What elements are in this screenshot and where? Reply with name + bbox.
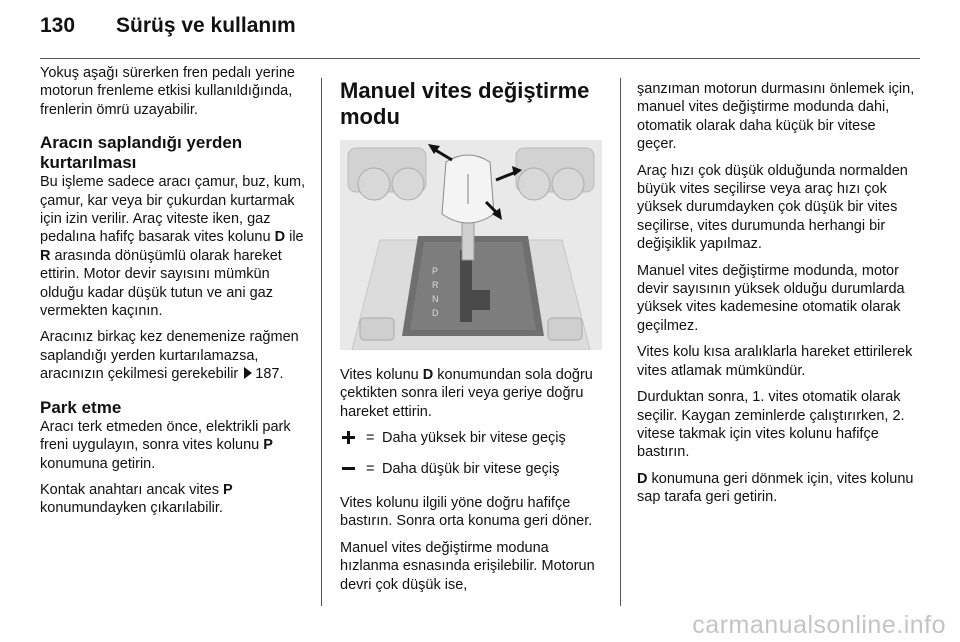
paragraph-towing: Aracınız birkaç kez denemenize rağmen saplandığı yerden kurtarılamazsa, aracınızın çekilmesi gerekebilir 187. [40,329,299,383]
watermark: carmanualsonline.info [692,611,946,639]
column-2 [340,64,608,602]
paragraph-low-speed: Araç hızı çok düşük olduğunda normalden büyük vites seçilirse veya araç hızı çok yüksek durumdayken çok düşük bir vites seçilirse, vites durumunda herhangi bir değişiklik yapılmaz. [637,162,908,253]
page-title: Sürüş ve kullanım [116,14,296,37]
minus-icon [340,460,366,478]
paragraph-prevent-stall: şanzıman motorun durmasını önlemek için, manuel vites değiştirme modunda dahi, otomatik olarak daha küçük bir vitese geçer. [637,81,915,153]
column-3 [637,64,917,515]
column-divider-1 [321,78,322,606]
svg-text:N: N [432,294,439,304]
page-number: 130 [40,14,76,37]
header-rule [40,58,920,59]
paragraph-lever-left: Vites kolunu D konumundan sola doğru çektikten sonra ileri veya geriye doğru hareket ettirin. [340,367,593,420]
gear-selector-illustration [340,140,602,350]
legend-upshift: = Daha yüksek bir vitese geçiş [340,429,608,447]
legend-downshift-text: Daha düşük bir vitese geçiş [382,460,560,477]
paragraph-skip-gears: Vites kolu kısa aralıklarla hareket ettirilerek vites atlamak mümkündür. [637,344,913,379]
paragraph-rocking: Bu işleme sadece aracı çamur, buz, kum, çamur, kar veya bir çukurdan kurtarmak için izin verilir. Araç viteste iken, gaz pedalına hafifç basarak vites kolunu D ile R arasında dönüşümlü olarak hareket ettirin. Motor devir sayısını mümkün olduğu kadar düşük tutun ve ani gaz vermekten kaçının. [40,174,306,320]
legend-downshift: = Daha düşük bir vitese geçiş [340,460,608,478]
paragraph-acceleration: Manuel vites değiştirme moduna hızlanma esnasında erişilebilir. Motorun devri çok düşük ise, [340,539,595,593]
heading-parking: Park etme [40,397,122,417]
paragraph-parking: Aracı terk etmeden önce, elektrikli park freni uygulayın, sonra vites kolunu P konumuna getirin. [40,418,291,472]
heading-rocking: Aracın saplandığı yerden kurtarılması [40,133,243,173]
page-reference-arrow-icon [244,367,252,379]
column-divider-2 [620,78,621,606]
paragraph-high-rpm: Manuel vites değiştirme modunda, motor devir sayısının yüksek olduğu durumlarda yüksek vites kademesine otomatik olarak geçilmez. [637,262,905,334]
svg-text:P: P [432,266,439,276]
column-1 [40,64,310,526]
page-reference[interactable]: 187. [255,366,284,383]
paragraph-engine-braking: Yokuş aşağı sürerken fren pedalı yerine motorun frenleme etkisi kullanıldığında, frenlerin ömrü uzayabilir. [40,65,295,118]
paragraph-press-lever: Vites kolunu ilgili yöne doğru hafifçe bastırın. Sonra orta konuma geri döner. [340,495,593,530]
plus-icon [340,429,366,447]
paragraph-key-removal: Kontak anahtarı ancak vites P konumundayken çıkarılabilir. [40,481,233,517]
legend-upshift-text: Daha yüksek bir vitese geçiş [382,430,566,447]
paragraph-after-stop: Durduktan sonra, 1. vites otomatik olarak seçilir. Kaygan zeminlerde çalıştırırken, 2. vitese takmak için vites kolunu hafifçe bastırın. [637,389,905,461]
svg-text:D: D [432,308,439,318]
gear-selector-drawing [340,140,602,350]
svg-text:R: R [432,280,439,290]
paragraph-return-d: D konumuna geri dönmek için, vites kolunu sap tarafa geri getirin. [637,470,914,506]
heading-manual-mode: Manuel vites değiştirme modu [340,78,590,129]
